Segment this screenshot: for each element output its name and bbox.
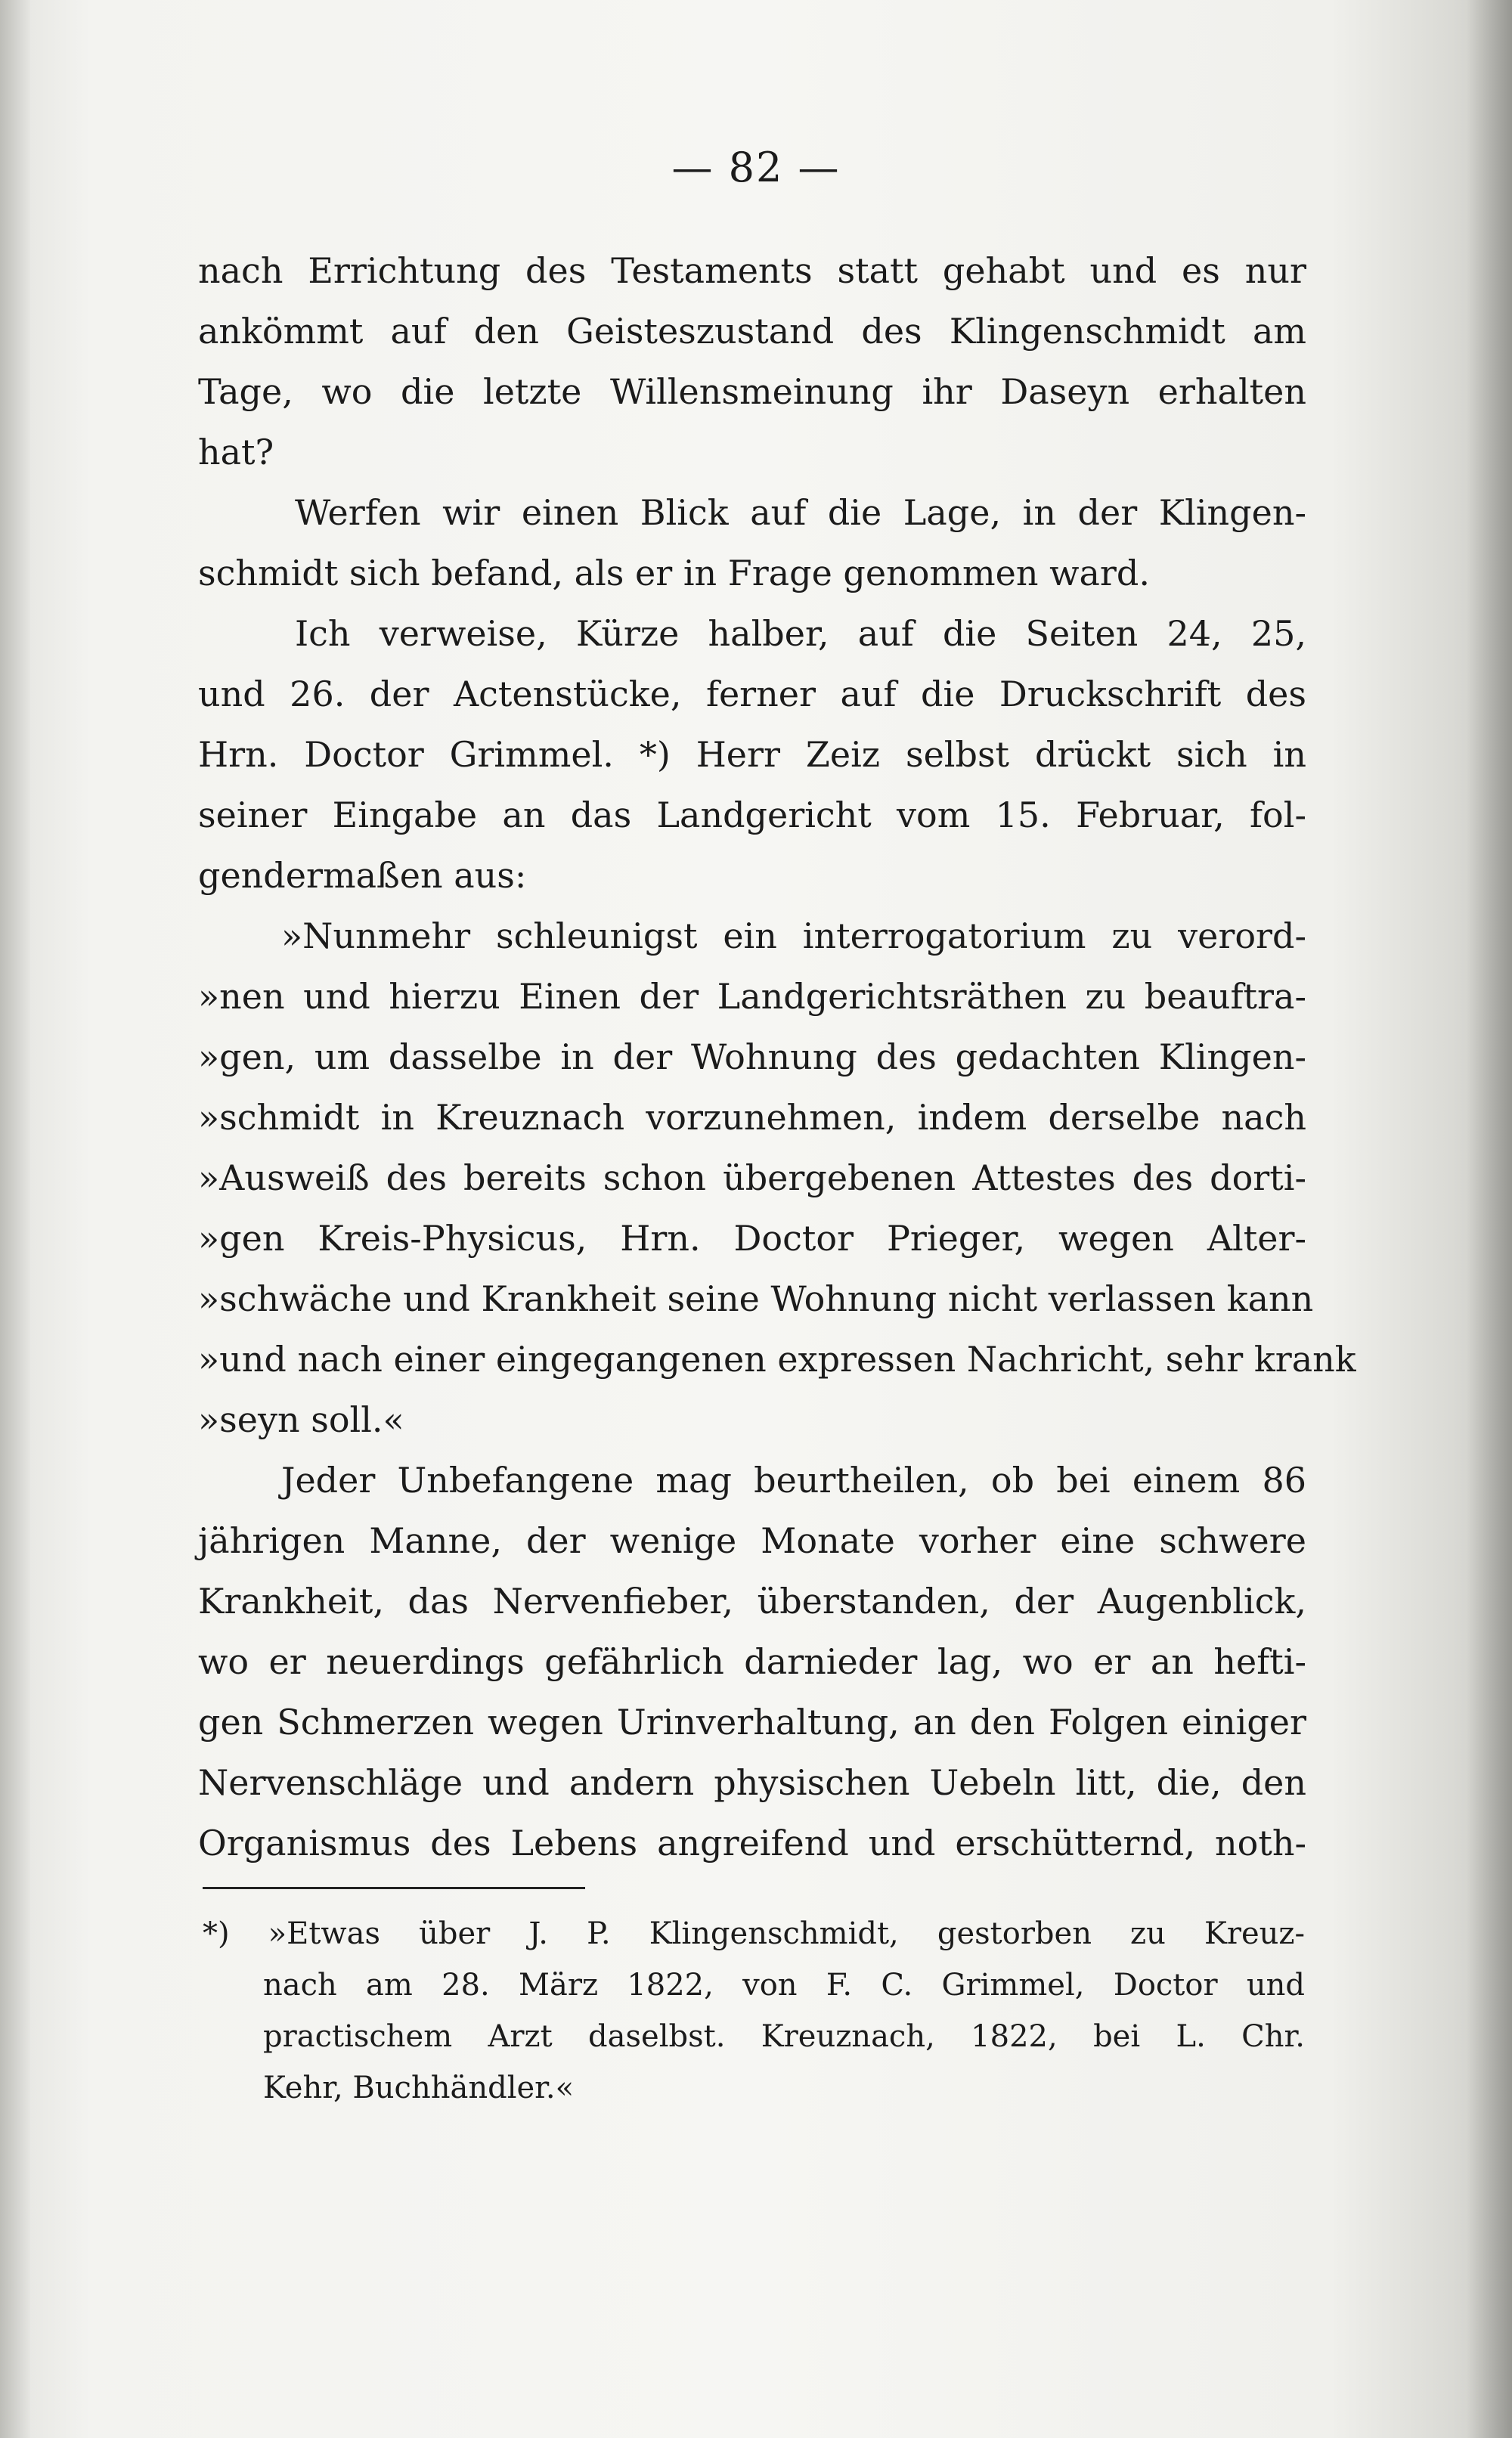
page-binding-shadow [0,0,30,2438]
text-line: wo er neuerdings gefährlich darnieder lag, wo er an hefti- [198,1641,1306,1682]
footnote [203,1908,1305,2114]
text-line: schmidt sich befand, als er in Frage genommen ward. [198,553,1150,593]
text-line: nach Errichtung des Testaments statt gehabt und es nur [198,250,1306,291]
text-line: »schmidt in Kreuznach vorzunehmen, indem derselbe nach [198,1097,1306,1138]
text-line: und 26. der Actenstücke, ferner auf die Druckschrift des [198,674,1306,714]
text-line: Nervenschläge und andern physischen Uebeln litt, die, den [198,1762,1306,1803]
text-line: »gen Kreis-Physicus, Hrn. Doctor Prieger, wegen Alter- [198,1218,1306,1259]
text-line: »schwäche und Krankheit seine Wohnung nicht verlassen kann [198,1278,1314,1319]
text-line: gendermaßen aus: [198,855,527,896]
text-line: ankömmt auf den Geisteszustand des Klingenschmidt am [198,311,1306,352]
text-line: seiner Eingabe an das Landgericht vom 15. Februar, fol- [198,795,1306,835]
text-line: Krankheit, das Nervenfieber, überstanden, der Augenblick, [198,1581,1306,1622]
text-line: hat? [198,432,274,472]
page-edge-shadow [1467,0,1512,2438]
text-line: »seyn soll.« [198,1399,404,1440]
footnote-line: Kehr, Buchhändler.« [263,2071,575,2105]
footnote-divider [203,1887,585,1889]
text-line: »gen, um dasselbe in der Wohnung des gedachten Klingen- [198,1036,1306,1077]
page-number: — 82 — [671,144,841,191]
text-line: Ich verweise, Kürze halber, auf die Seiten 24, 25, [295,613,1306,654]
body-text [198,240,1356,1873]
text-line: »Ausweiß des bereits schon übergebenen Attestes des dorti- [198,1157,1306,1198]
text-line: jährigen Manne, der wenige Monate vorher eine schwere [198,1520,1306,1561]
text-line: »und nach einer eingegangenen expressen Nachricht, sehr krank [198,1339,1356,1380]
text-line: Tage, wo die letzte Willensmeinung ihr Daseyn erhalten [198,371,1306,412]
footnote-line: *) »Etwas über J. P. Klingenschmidt, gestorben zu Kreuz- [203,1916,1305,1951]
text-line: Jeder Unbefangene mag beurtheilen, ob bei einem 86 [281,1460,1306,1501]
footnote-line: practischem Arzt daselbst. Kreuznach, 1822, bei L. Chr. [263,2019,1305,2054]
text-line: Hrn. Doctor Grimmel. *) Herr Zeiz selbst drückt sich in [198,734,1306,775]
footnote-line: nach am 28. März 1822, von F. C. Grimmel, Doctor und [263,1968,1305,2003]
text-line: Werfen wir einen Blick auf die Lage, in der Klingen- [295,492,1306,533]
text-line: »nen und hierzu Einen der Landgerichtsräthen zu beauftra- [198,976,1306,1017]
text-line: Organismus des Lebens angreifend und erschütternd, noth- [198,1823,1306,1863]
text-line: gen Schmerzen wegen Urinverhaltung, an den Folgen einiger [198,1702,1306,1743]
text-line: »Nunmehr schleunigst ein interrogatorium zu verord- [281,915,1306,956]
